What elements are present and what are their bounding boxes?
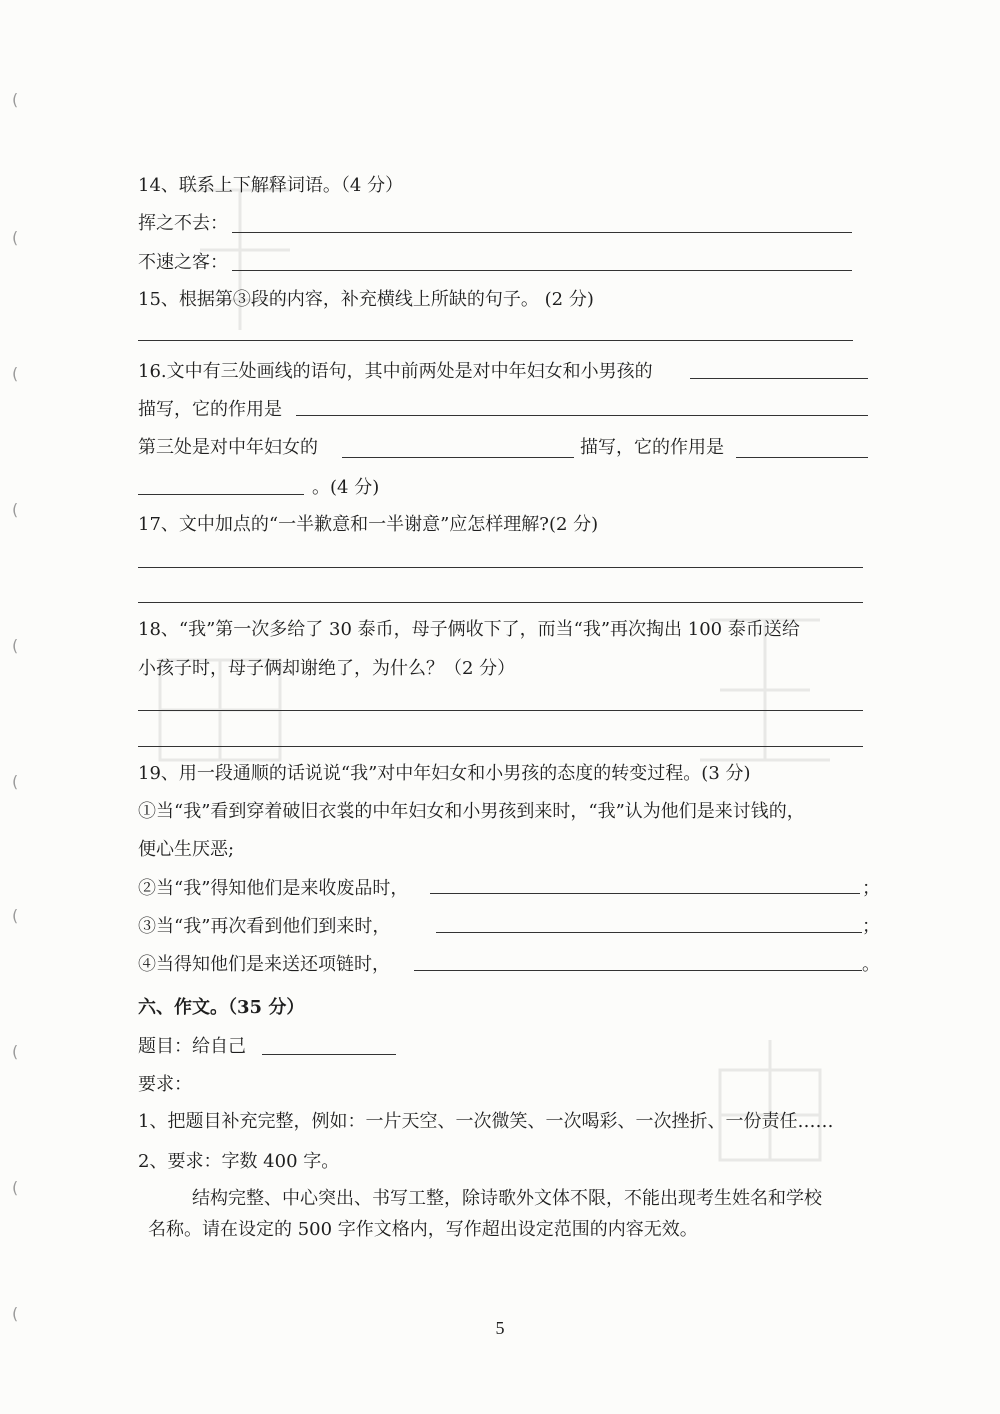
q16-line3b: 描写，它的作用是 [580, 437, 724, 458]
q19-item3-end: ； [862, 916, 880, 937]
binding-mark: ( [12, 228, 19, 247]
q17-answer-line-2[interactable] [138, 602, 863, 603]
binding-mark: ( [12, 90, 19, 109]
binding-mark: ( [12, 1304, 19, 1323]
q19-item2-end: ； [862, 878, 880, 899]
binding-mark: ( [12, 1178, 19, 1197]
q18-answer-line-2[interactable] [138, 746, 863, 747]
q19-item2: ②当“我”得知他们是来收废品时， [138, 878, 409, 899]
composition-topic: 题目：给自己 [138, 1036, 246, 1057]
binding-mark: ( [12, 772, 19, 791]
q14-term2-answer-line[interactable] [232, 270, 852, 271]
requirement-paragraph-1: 结构完整、中心突出、书写工整，除诗歌外文体不限，不能出现考生姓名和学校 [192, 1188, 822, 1209]
binding-mark: ( [12, 906, 19, 925]
binding-mark: ( [12, 636, 19, 655]
requirement-paragraph-2: 名称。请在设定的 500 字作文格内，写作超出设定范围的内容无效。 [148, 1219, 698, 1240]
page-number: 5 [495, 1318, 505, 1338]
q14-title: 14、联系上下解释词语。（4 分） [138, 175, 404, 196]
q19-item3: ③当“我”再次看到他们到来时， [138, 916, 391, 937]
q14-term1-label: 挥之不去： [138, 213, 228, 234]
binding-mark: ( [12, 1042, 19, 1061]
q17-title: 17、文中加点的“一半歉意和一半谢意”应怎样理解?(2 分) [138, 514, 599, 535]
binding-mark: ( [12, 364, 19, 383]
q18-line1: 18、“我”第一次多给了 30 泰币，母子俩收下了，而当“我”再次掏出 100 泰币送给 [138, 619, 800, 640]
q16-line3a: 第三处是对中年妇女的 [138, 437, 318, 458]
q16-blank-3[interactable] [342, 457, 574, 458]
section6-heading: 六、作文。（35 分） [138, 997, 305, 1018]
q15-answer-line[interactable] [138, 340, 853, 341]
q18-line2: 小孩子时，母子俩却谢绝了，为什么？（2 分） [138, 658, 516, 679]
q16-blank-4[interactable] [736, 457, 868, 458]
q19-item2-answer-line[interactable] [430, 893, 860, 894]
requirement-1: 1、把题目补充完整，例如：一片天空、一次微笑、一次喝彩、一次挫折、一份责任…… [138, 1111, 834, 1132]
q15-title: 15、根据第③段的内容，补充横线上所缺的句子。 (2 分) [138, 289, 594, 310]
q14-term1-answer-line[interactable] [232, 232, 852, 233]
q16-blank-5[interactable] [138, 494, 304, 495]
requirements-label: 要求： [138, 1074, 192, 1095]
q19-item1a: ①当“我”看到穿着破旧衣裳的中年妇女和小男孩到来时，“我”认为他们是来讨钱的， [138, 801, 805, 822]
q16-line1: 16.文中有三处画线的语句，其中前两处是对中年妇女和小男孩的 [138, 361, 653, 382]
q19-item4-end: 。 [862, 954, 880, 975]
q16-blank-2[interactable] [296, 415, 868, 416]
q19-item3-answer-line[interactable] [436, 932, 862, 933]
q19-item4-answer-line[interactable] [414, 970, 862, 971]
q19-title: 19、用一段通顺的话说说“我”对中年妇女和小男孩的态度的转变过程。(3 分) [138, 763, 751, 784]
q19-item1b: 便心生厌恶; [138, 839, 235, 860]
requirement-2: 2、要求：字数 400 字。 [138, 1151, 340, 1172]
composition-topic-blank[interactable] [262, 1054, 396, 1055]
q18-answer-line-1[interactable] [138, 710, 863, 711]
q16-line2: 描写，它的作用是 [138, 399, 282, 420]
q14-term2-label: 不速之客： [138, 252, 228, 273]
q19-item4: ④当得知他们是来送还项链时， [138, 954, 390, 975]
q17-answer-line-1[interactable] [138, 567, 863, 568]
q16-blank-1[interactable] [690, 378, 868, 379]
q16-line4: 。(4 分) [312, 477, 380, 498]
binding-mark: ( [12, 500, 19, 519]
